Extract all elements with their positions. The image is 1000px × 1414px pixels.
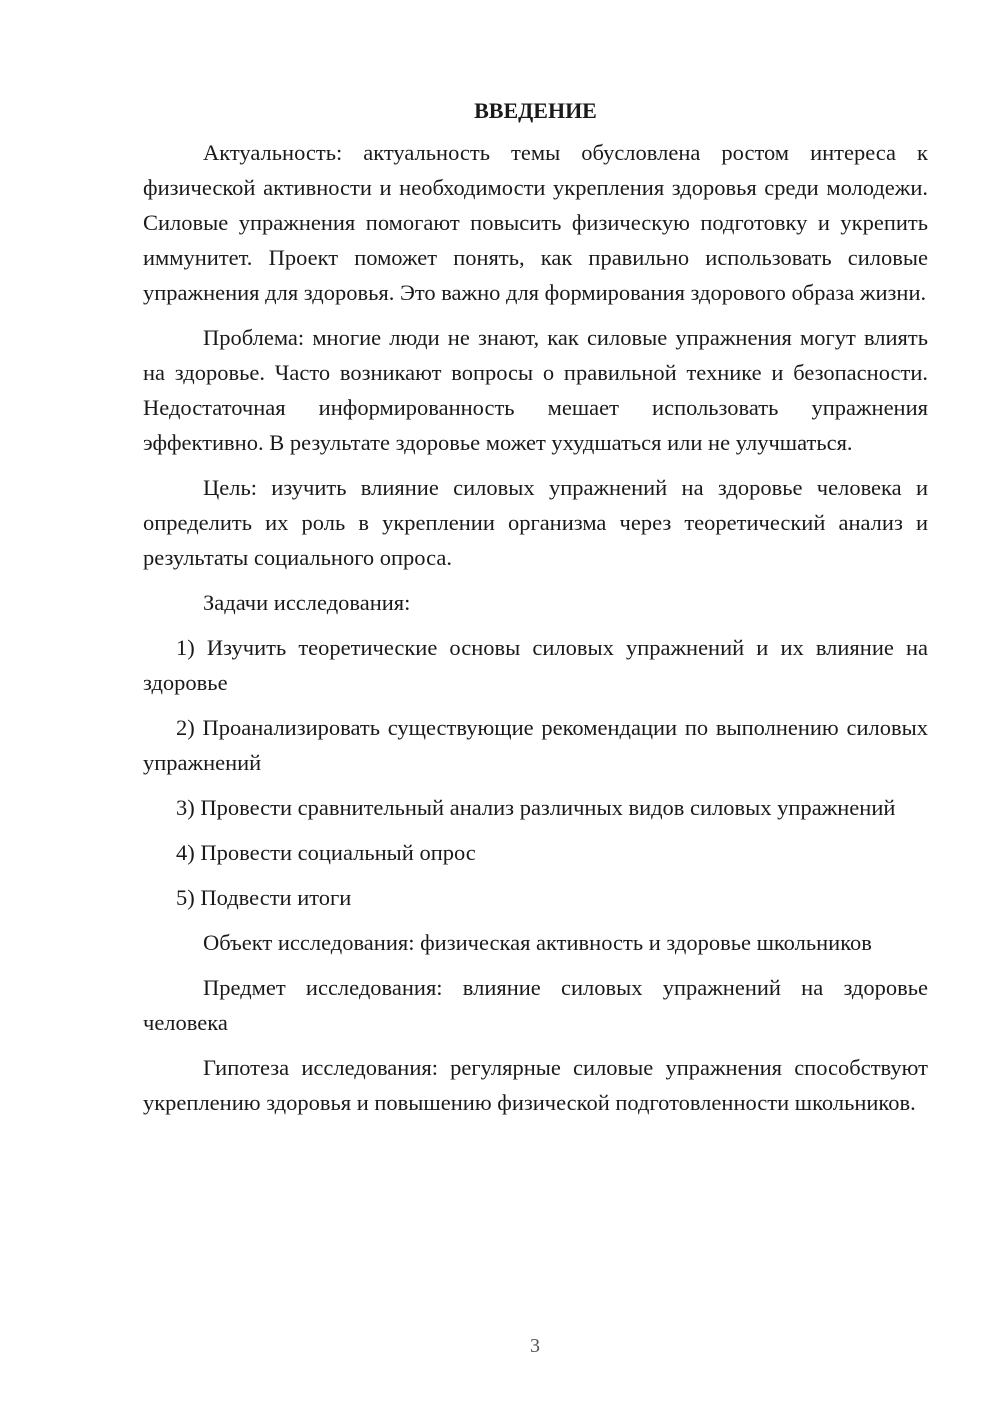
page-content [143, 96, 928, 1130]
page-number: 3 [530, 1335, 540, 1357]
task-item: 4) Провести социальный опрос [176, 840, 476, 865]
problem-paragraph: Проблема: многие люди не знают, как силовые упражнения могут влиять на здоровье. Часто возникают вопросы о правильной технике и безопасности. Недостаточная информированность мешает использовать упражнения эффективно. В результате здоровье может ухудшаться или не улучшаться. [143, 325, 928, 455]
section-title: ВВЕДЕНИЕ [474, 98, 597, 123]
task-item: 3) Провести сравнительный анализ различных видов силовых упражнений [176, 795, 896, 820]
subject-paragraph: Предмет исследования: влияние силовых упражнений на здоровье человека [143, 975, 928, 1035]
object-paragraph: Объект исследования: физическая активность и здоровье школьников [203, 930, 872, 955]
relevance-paragraph: Актуальность: актуальность темы обусловлена ростом интереса к физической активности и необходимости укрепления здоровья среди молодежи. Силовые упражнения помогают повысить физическую подготовку и укрепить иммунитет. Проект поможет понять, как правильно использовать силовые упражнения для здоровья. Это важно для формирования здорового образа жизни. [143, 140, 928, 305]
tasks-heading: Задачи исследования: [203, 590, 411, 615]
task-item: 2) Проанализировать существующие рекомендации по выполнению силовых упражнений [143, 715, 928, 775]
task-item: 5) Подвести итоги [176, 885, 352, 910]
goal-paragraph: Цель: изучить влияние силовых упражнений на здоровье человека и определить их роль в укреплении организма через теоретический анализ и результаты социального опроса. [143, 475, 928, 570]
task-item: 1) Изучить теоретические основы силовых упражнений и их влияние на здоровье [143, 635, 928, 695]
hypothesis-paragraph: Гипотеза исследования: регулярные силовые упражнения способствуют укреплению здоровья и повышению физической подготовленности школьников. [143, 1055, 928, 1115]
